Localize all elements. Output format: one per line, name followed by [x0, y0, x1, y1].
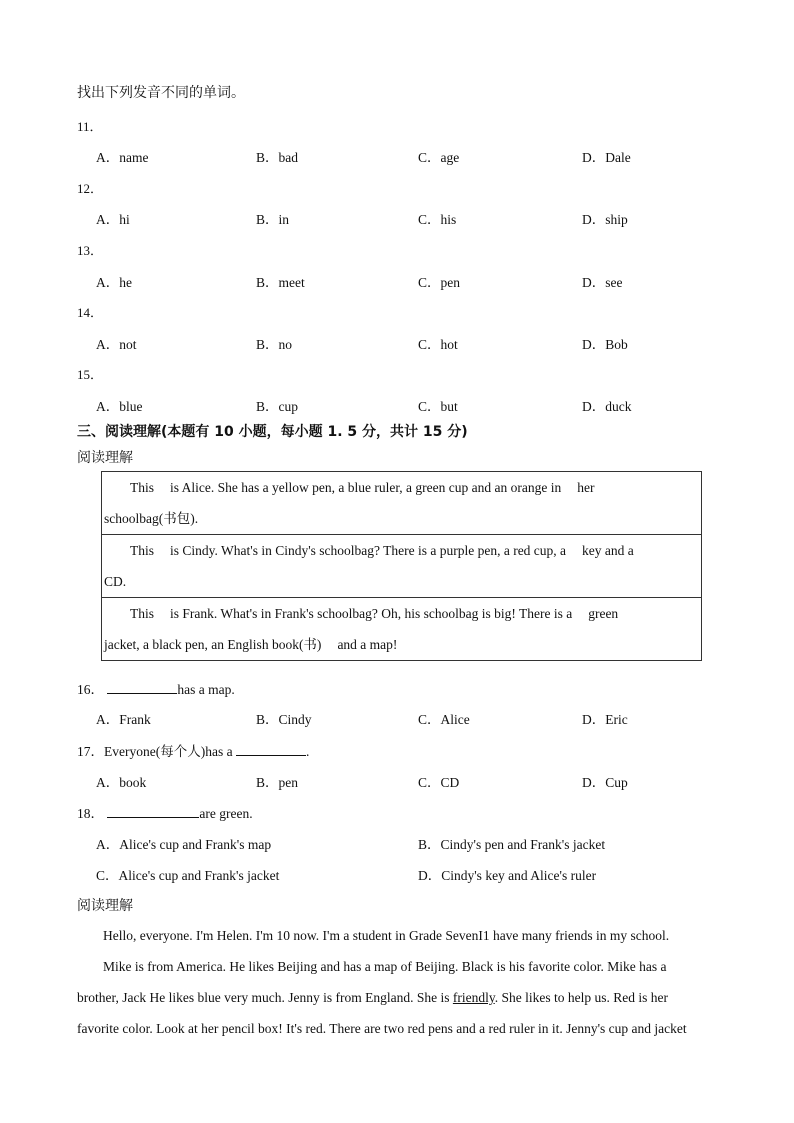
- passage-text: This: [130, 606, 155, 621]
- question-text: .: [305, 744, 310, 759]
- passage-cell: [102, 598, 702, 661]
- instruction-text: 找出下列发音不同的单词。: [77, 86, 245, 101]
- option-a[interactable]: A．name: [96, 150, 149, 165]
- passage-text: This: [130, 480, 155, 495]
- question-number: 12．: [77, 181, 104, 196]
- underlined-word: friendly: [452, 990, 495, 1005]
- passage-2: [77, 920, 743, 1044]
- option-a[interactable]: A．Alice's cup and Frank's map: [96, 837, 272, 852]
- option-d[interactable]: D．Cindy's key and Alice's ruler: [418, 868, 597, 883]
- option-a[interactable]: A．he: [96, 275, 132, 290]
- passage-text: green: [588, 606, 619, 621]
- question-text: are green.: [199, 806, 253, 821]
- answer-blank[interactable]: [236, 741, 306, 756]
- option-b[interactable]: B．bad: [256, 150, 298, 165]
- passage-text: schoolbag(书包).: [104, 511, 199, 526]
- passage-text: . She likes to help us. Red is her: [494, 990, 668, 1005]
- passage-row: [102, 598, 702, 661]
- section-heading: 三、阅读理解(本题有 10 小题，每小题 1. 5 分，共计 15 分): [77, 424, 468, 440]
- passage-line: [77, 951, 743, 982]
- passage-table: [101, 471, 702, 661]
- question-number: 17．: [77, 744, 104, 759]
- option-d[interactable]: D．Bob: [582, 337, 628, 352]
- passage-row: [102, 472, 702, 535]
- option-c[interactable]: C．hot: [418, 337, 458, 352]
- option-c[interactable]: C．pen: [418, 275, 460, 290]
- question-18: [77, 802, 253, 822]
- passage-text: is Frank. What's in Frank's schoolbag? Oh, his schoolbag is big! There is a: [170, 606, 573, 621]
- reading-label: 阅读理解: [77, 899, 133, 914]
- question-17: [77, 740, 309, 760]
- passage-line: [77, 920, 743, 951]
- passage-text: key and a: [582, 543, 634, 558]
- question-number: 15．: [77, 367, 104, 382]
- passage-text: is Alice. She has a yellow pen, a blue ruler, a green cup and an orange in: [170, 480, 562, 495]
- passage-text: her: [577, 480, 595, 495]
- option-b[interactable]: B．Cindy's pen and Frank's jacket: [418, 837, 606, 852]
- option-b[interactable]: B．Cindy: [256, 712, 312, 727]
- option-c[interactable]: C．but: [418, 399, 458, 414]
- option-d[interactable]: D．Cup: [582, 775, 628, 790]
- option-d[interactable]: D．Dale: [582, 150, 631, 165]
- passage-text: Hello, everyone. I'm Helen. I'm 10 now. I'm a student in Grade SevenI1 have many friends in my school.: [103, 928, 670, 943]
- question-number: 13．: [77, 243, 104, 258]
- passage-line: [77, 982, 743, 1013]
- passage-cell: [102, 535, 702, 598]
- passage-line: [77, 1013, 743, 1044]
- question-number: 11．: [77, 119, 103, 134]
- passage-text: Mike is from America. He likes Beijing and has a map of Beijing. Black is his favorite color. Mike has a: [103, 959, 667, 974]
- passage-text: and a map!: [337, 637, 398, 652]
- passage-text: is Cindy. What's in Cindy's schoolbag? There is a purple pen, a red cup, a: [170, 543, 567, 558]
- option-c[interactable]: C．his: [418, 212, 457, 227]
- option-c[interactable]: C．age: [418, 150, 460, 165]
- option-b[interactable]: B．cup: [256, 399, 298, 414]
- option-b[interactable]: B．in: [256, 212, 290, 227]
- passage-text: This: [130, 543, 155, 558]
- reading-label: 阅读理解: [77, 451, 133, 466]
- passage-text: favorite color. Look at her pencil box! It's red. There are two red pens and a red ruler in it. Jenny's cup and jacket: [77, 1021, 687, 1036]
- option-d[interactable]: D．ship: [582, 212, 628, 227]
- option-c[interactable]: C．Alice: [418, 712, 470, 727]
- option-a[interactable]: A．hi: [96, 212, 130, 227]
- option-d[interactable]: D．Eric: [582, 712, 628, 727]
- option-b[interactable]: B．meet: [256, 275, 305, 290]
- option-c[interactable]: C．Alice's cup and Frank's jacket: [96, 868, 280, 883]
- option-a[interactable]: A．not: [96, 337, 137, 352]
- passage-row: [102, 535, 702, 598]
- option-a[interactable]: A．blue: [96, 399, 143, 414]
- option-d[interactable]: D．duck: [582, 399, 632, 414]
- option-c[interactable]: C．CD: [418, 775, 460, 790]
- option-b[interactable]: B．no: [256, 337, 293, 352]
- passage-text: jacket, a black pen, an English book(书): [104, 637, 322, 652]
- option-a[interactable]: A．Frank: [96, 712, 151, 727]
- answer-blank[interactable]: [107, 803, 199, 818]
- question-number: 14．: [77, 305, 104, 320]
- question-16: [77, 678, 235, 698]
- option-b[interactable]: B．pen: [256, 775, 298, 790]
- passage-text: CD.: [104, 574, 127, 589]
- question-text: has a map.: [177, 682, 235, 697]
- question-number: 16．: [77, 682, 104, 697]
- question-text: Everyone(每个人)has a: [104, 744, 233, 759]
- option-a[interactable]: A．book: [96, 775, 147, 790]
- question-number: 18．: [77, 806, 104, 821]
- passage-text: brother, Jack He likes blue very much. Jenny is from England. She is: [77, 990, 450, 1005]
- answer-blank[interactable]: [107, 679, 177, 694]
- option-d[interactable]: D．see: [582, 275, 623, 290]
- passage-cell: [102, 472, 702, 535]
